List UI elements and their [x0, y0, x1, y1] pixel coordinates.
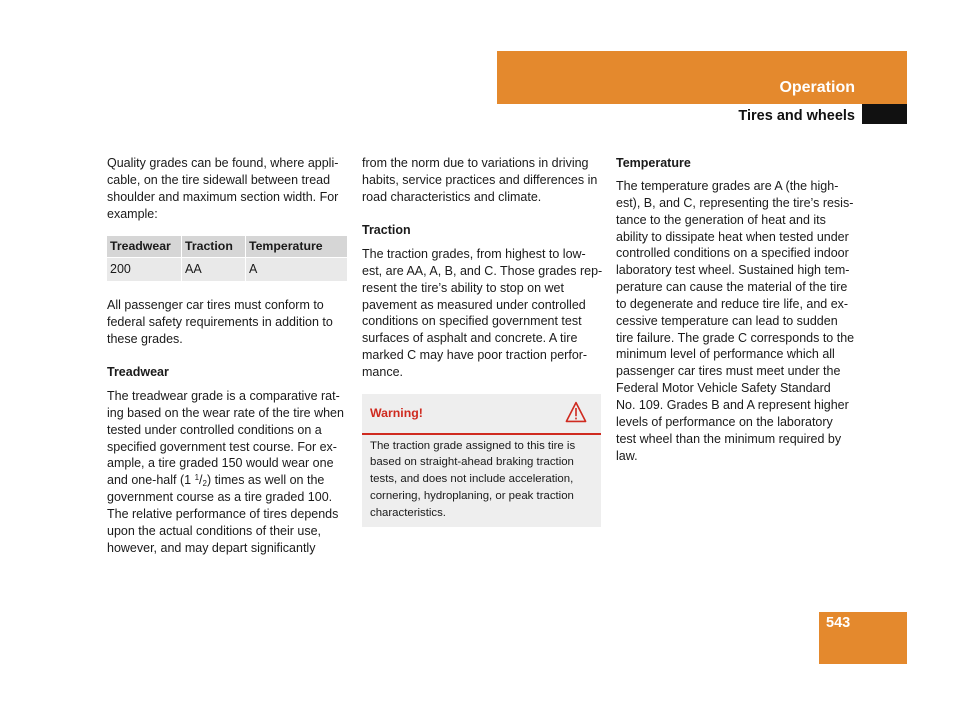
text-line: federal safety requirements in addition to	[107, 314, 333, 329]
text-line: The temperature grades are A (the high-	[616, 179, 839, 193]
text-line: pavement as measured under controlled	[362, 297, 586, 312]
warning-text-line: tests, and does not include acceleration,	[370, 473, 574, 486]
text-line: Federal Motor Vehicle Safety Standard	[616, 381, 831, 396]
text-line: habits, service practices and differences in	[362, 172, 598, 187]
text-line: est, are AA, A, B, and C. Those grades rep-	[362, 263, 603, 278]
text-segment: ) times as well on the	[206, 473, 325, 488]
text-line: cable, on the tire sidewall between tread	[107, 172, 331, 187]
text-line: No. 109. Grades B and A represent higher	[616, 397, 849, 412]
text-line: passenger car tires must meet under the	[616, 364, 841, 379]
text-line: upon the actual conditions of their use,	[107, 523, 322, 538]
text-line: Quality grades can be found, where appli-	[107, 156, 339, 170]
table-cell: A	[246, 258, 347, 281]
table-header-traction: Traction	[182, 236, 245, 257]
continued-paragraph	[362, 155, 604, 206]
text-line: The traction grades, from highest to low-	[362, 247, 586, 261]
text-segment: and one-half (1	[107, 473, 195, 488]
text-line: ample, a tire graded 150 would wear one	[107, 456, 334, 471]
warning-divider	[362, 433, 601, 435]
table-header-treadwear: Treadwear	[107, 236, 181, 257]
conformance-paragraph	[107, 297, 349, 348]
treadwear-heading: Treadwear	[107, 365, 169, 379]
fraction-slash: /	[199, 473, 203, 488]
text-line: minimum level of performance which all	[616, 347, 835, 362]
text-line: these grades.	[107, 331, 183, 346]
treadwear-paragraph	[107, 388, 349, 556]
text-line: tire failure. The grade C corresponds to the	[616, 330, 855, 345]
text-line: shoulder and maximum section width. For	[107, 189, 339, 204]
traction-heading: Traction	[362, 223, 411, 237]
text-line: marked C may have poor traction perfor-	[362, 348, 588, 363]
text-line: cessive temperature can lead to sudden	[616, 313, 838, 328]
text-line: road characteristics and climate.	[362, 189, 542, 204]
table-cell: AA	[182, 258, 245, 281]
text-line	[107, 472, 349, 489]
intro-paragraph	[107, 155, 349, 222]
text-line: specified government test course. For ex-	[107, 439, 337, 454]
text-line: The relative performance of tires depends	[107, 506, 339, 521]
text-line: ability to dissipate heat when tested under	[616, 229, 849, 244]
warning-text-line: cornering, hydroplaning, or peak traction	[370, 489, 574, 502]
text-line: ing based on the wear rate of the tire when	[107, 405, 344, 420]
page-number: 543	[826, 615, 851, 631]
text-line: est), B, and C, representing the tire’s resis-	[616, 195, 854, 210]
text-line: from the norm due to variations in driving	[362, 156, 589, 170]
temperature-paragraph	[616, 178, 858, 464]
table-cell: 200	[107, 258, 181, 281]
text-line: mance.	[362, 364, 403, 379]
text-line: perature can cause the material of the tire	[616, 280, 848, 295]
text-line: All passenger car tires must conform to	[107, 298, 324, 312]
subsection-marker	[862, 104, 907, 124]
text-line: test wheel than the minimum required by	[616, 431, 842, 446]
text-line: laboratory test wheel. Sustained high tem-	[616, 263, 850, 278]
traction-paragraph	[362, 246, 604, 381]
text-line: tested under controlled conditions on a	[107, 422, 322, 437]
warning-text-line: The traction grade assigned to this tire is	[370, 439, 576, 452]
warning-text	[370, 438, 575, 522]
section-title: Operation	[779, 79, 855, 96]
text-line: levels of performance on the laboratory	[616, 414, 833, 429]
fraction-denominator: 2	[202, 479, 207, 489]
grades-table	[107, 236, 347, 281]
table-header-temperature: Temperature	[246, 236, 347, 257]
warning-text-line: characteristics.	[370, 506, 446, 519]
warning-triangle-icon	[565, 401, 587, 423]
text-line: tance to the generation of heat and its	[616, 212, 826, 227]
text-line: however, and may depart significantly	[107, 540, 316, 555]
temperature-heading: Temperature	[616, 156, 691, 170]
page-number-box	[819, 612, 907, 664]
text-line: example:	[107, 206, 158, 221]
text-line: surfaces of asphalt and concrete. A tire	[362, 331, 578, 346]
text-line: The treadwear grade is a comparative rat-	[107, 389, 340, 403]
warning-text-line: based on straight-ahead braking traction	[370, 456, 574, 469]
warning-title: Warning!	[370, 406, 423, 420]
text-line: conditions on specified government test	[362, 314, 582, 329]
text-line: law.	[616, 448, 638, 463]
subsection-title: Tires and wheels	[738, 108, 855, 124]
header-bar	[497, 51, 907, 104]
text-line: to degenerate and reduce tire life, and ex-	[616, 296, 849, 311]
fraction-numerator: 1	[194, 473, 200, 483]
text-line: resent the tire’s ability to stop on wet	[362, 280, 564, 295]
text-line: government course as a tire graded 100.	[107, 490, 333, 505]
warning-box	[362, 394, 601, 527]
text-line: controlled conditions on a specified indoor	[616, 246, 849, 261]
